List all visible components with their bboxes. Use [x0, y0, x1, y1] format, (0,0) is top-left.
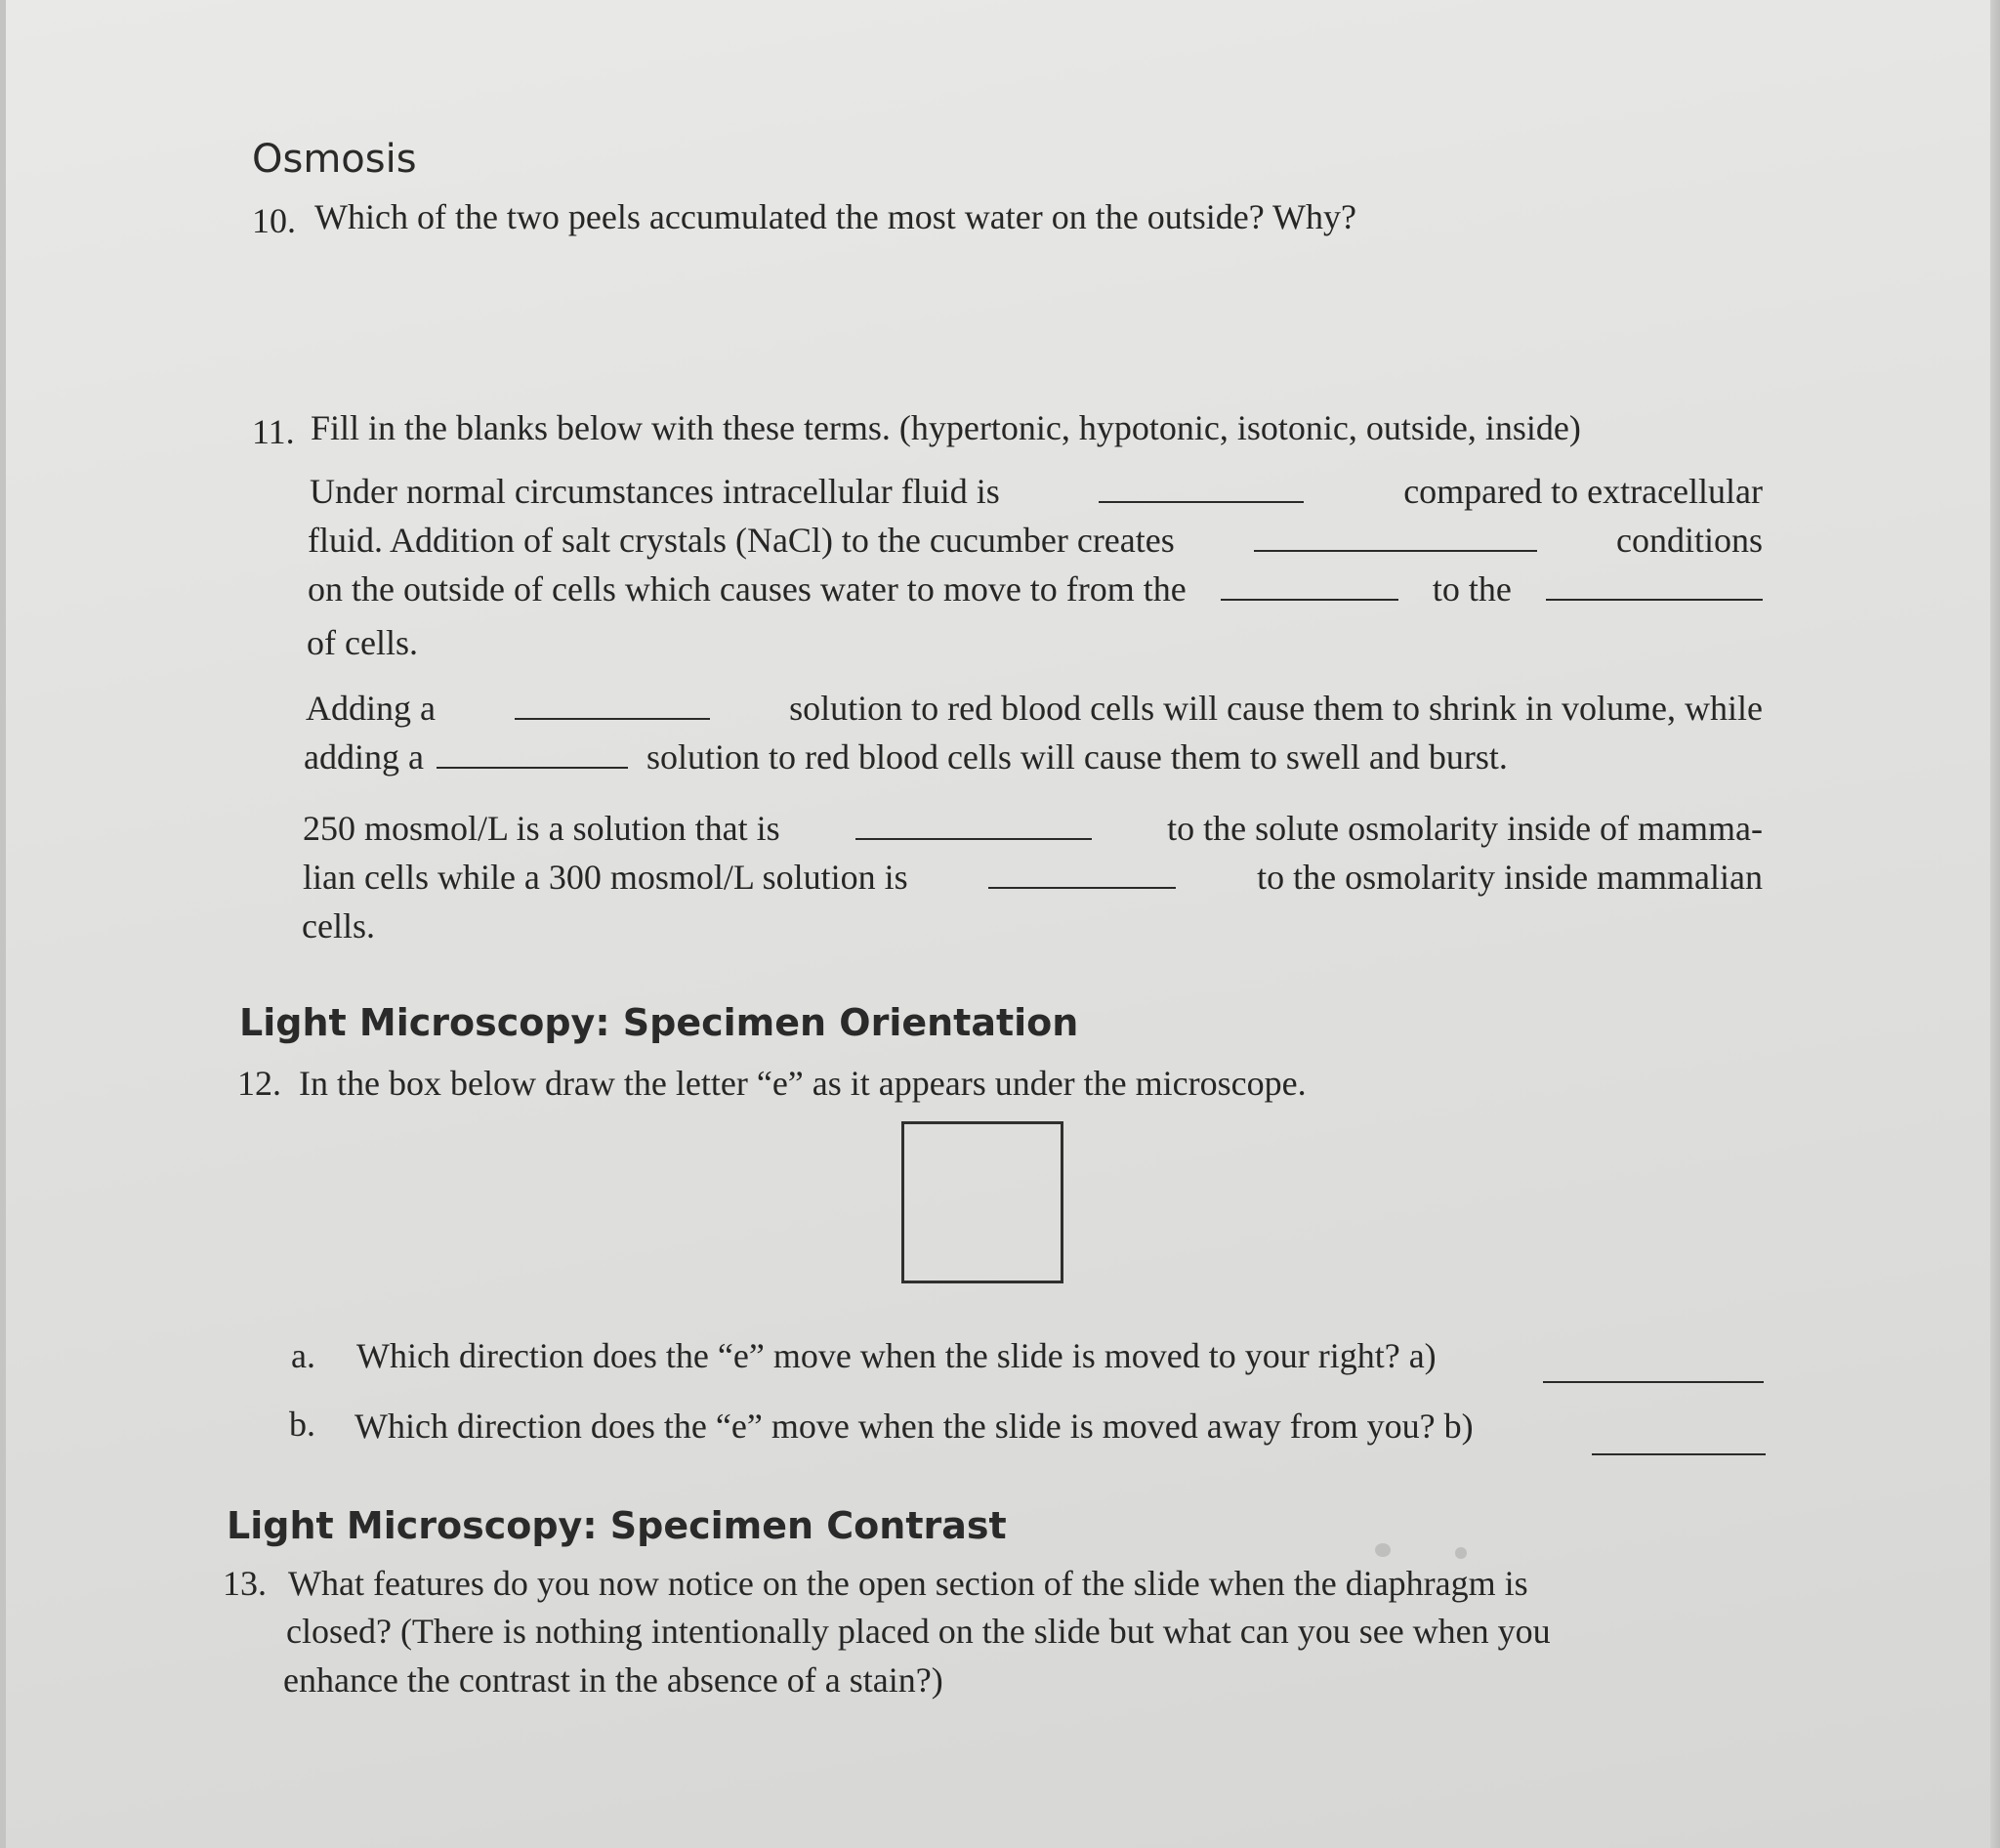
paper-smudge — [1455, 1547, 1467, 1559]
sub-b-text: Which direction does the “e” move when the slide is moved away from you? b) — [354, 1407, 1474, 1446]
q11-para2-line2 — [304, 739, 1508, 775]
q11-p3-l2b: to the osmolarity inside mammalian — [1257, 858, 1763, 897]
q11-para1-line2 — [308, 523, 1763, 558]
q11-p1-l2b: conditions — [1616, 521, 1763, 560]
q11-para2-line1 — [306, 691, 1763, 726]
blank-to-the[interactable] — [1546, 571, 1763, 601]
blank-intracellular[interactable] — [1099, 474, 1304, 503]
q11-p1-l2a: fluid. Addition of salt crystals (NaCl) to the cucumber creates — [308, 521, 1175, 560]
q11-p2-l2b: solution to red blood cells will cause them to swell and burst. — [646, 737, 1508, 777]
page-right-edge — [1990, 0, 2000, 1848]
q11-p1-l3a: on the outside of cells which causes water to move to from the — [308, 569, 1187, 609]
q11-p3-l2a: lian cells while a 300 mosmol/L solution is — [303, 858, 908, 897]
q11-p2-l1a: Adding a — [306, 689, 436, 728]
blank-300-mosmol[interactable] — [988, 860, 1176, 889]
sub-b-marker: b. — [289, 1405, 315, 1444]
paper-smudge — [1375, 1543, 1391, 1557]
q11-p2-l1b: solution to red blood cells will cause them to shrink in volume, while — [789, 689, 1763, 728]
blank-shrink-solution[interactable] — [515, 691, 710, 720]
q11-number: 11. — [252, 412, 295, 451]
q12-text: In the box below draw the letter “e” as it appears under the microscope. — [299, 1064, 1307, 1103]
blank-sub-b[interactable] — [1592, 1426, 1766, 1455]
q12-number: 12. — [237, 1064, 281, 1103]
contrast-heading: Light Microscopy: Specimen Contrast — [227, 1504, 1007, 1547]
q11-para3-line2 — [303, 860, 1763, 895]
q13-line2: closed? (There is nothing intentionally placed on the slide but what can you see when you — [286, 1612, 1551, 1651]
orientation-heading: Light Microscopy: Specimen Orientation — [239, 1001, 1079, 1044]
page-left-edge — [0, 0, 6, 1848]
blank-250-mosmol[interactable] — [855, 811, 1092, 840]
q13-line3: enhance the contrast in the absence of a stain?) — [283, 1660, 943, 1700]
q11-para3-line1 — [303, 811, 1763, 846]
q10-number: 10. — [252, 201, 296, 240]
sub-a-text: Which direction does the “e” move when the slide is moved to your right? a) — [356, 1336, 1437, 1375]
q13-number: 13. — [223, 1564, 267, 1603]
q13-line1: What features do you now notice on the open section of the slide when the diaphragm is — [288, 1564, 1528, 1603]
blank-swell-solution[interactable] — [437, 739, 628, 769]
q11-instruction: Fill in the blanks below with these terms. (hypertonic, hypotonic, isotonic, outside, inside) — [311, 408, 1581, 447]
q11-p1-l1b: compared to extracellular — [1403, 472, 1763, 511]
sub-a-marker: a. — [291, 1336, 315, 1375]
q11-p1-l3b: to the — [1432, 569, 1512, 609]
drawing-box[interactable] — [901, 1121, 1063, 1283]
q11-p3-l1a: 250 mosmol/L is a solution that is — [303, 809, 780, 848]
q11-p3-l1b: to the solute osmolarity inside of mamma- — [1167, 809, 1763, 848]
blank-salt-conditions[interactable] — [1254, 523, 1537, 552]
q10-text: Which of the two peels accumulated the most water on the outside? Why? — [314, 197, 1356, 236]
q11-para1-line3 — [308, 571, 1763, 607]
q11-p3-l3: cells. — [302, 906, 375, 945]
q11-p1-l1a: Under normal circumstances intracellular fluid is — [310, 472, 1000, 511]
q11-p1-l4: of cells. — [307, 623, 418, 662]
q11-para1-line1 — [310, 474, 1763, 509]
blank-sub-a[interactable] — [1543, 1354, 1764, 1383]
blank-from-the[interactable] — [1221, 571, 1398, 601]
osmosis-heading: Osmosis — [252, 137, 417, 182]
q11-p2-l2a: adding a — [304, 737, 424, 777]
